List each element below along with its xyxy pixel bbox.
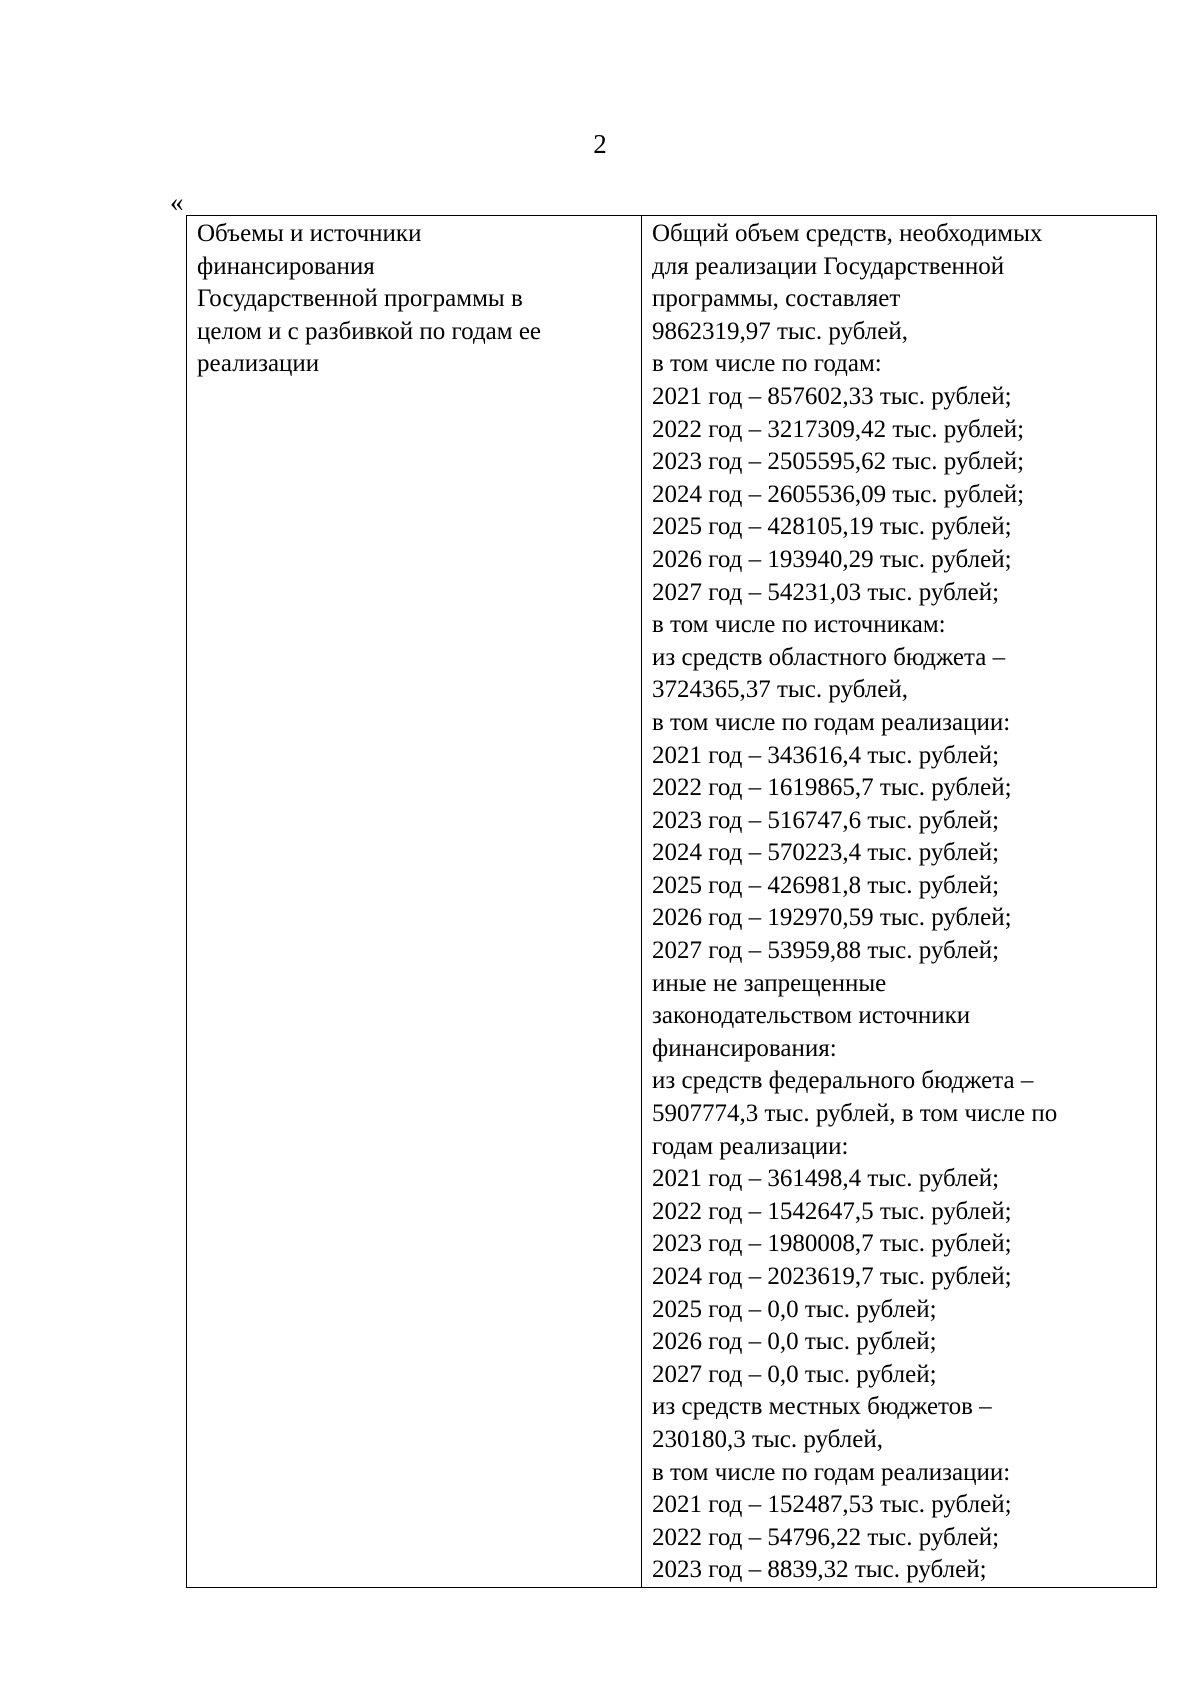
financing-value-line: годам реализации: — [652, 1132, 849, 1160]
financing-value-line: программы, составляет — [652, 285, 901, 313]
financing-value-line: 2027 год – 0,0 тыс. рублей; — [652, 1360, 937, 1388]
financing-value-line: 2023 год – 1980008,7 тыс. рублей; — [652, 1230, 1012, 1258]
financing-value-line: 2021 год – 152487,53 тыс. рублей; — [652, 1491, 1012, 1519]
financing-value-line: 2025 год – 0,0 тыс. рублей; — [652, 1295, 937, 1323]
financing-value-line: из средств местных бюджетов – — [652, 1393, 992, 1421]
financing-value-line: 2027 год – 54231,03 тыс. рублей; — [652, 578, 1000, 606]
financing-value-line: 2026 год – 0,0 тыс. рублей; — [652, 1328, 937, 1356]
financing-value-line: 2023 год – 2505595,62 тыс. рублей; — [652, 448, 1025, 476]
financing-value-line: 2026 год – 192970,59 тыс. рублей; — [652, 904, 1012, 932]
financing-value-line: 2025 год – 428105,19 тыс. рублей; — [652, 513, 1012, 541]
financing-value-line: 2022 год – 1542647,5 тыс. рублей; — [652, 1197, 1012, 1225]
financing-label-line: реализации — [197, 350, 320, 378]
financing-value-line: иные не запрещенные — [652, 969, 887, 997]
financing-value-line: 2021 год – 361498,4 тыс. рублей; — [652, 1165, 1000, 1193]
financing-value-line: финансирования: — [652, 1034, 837, 1062]
financing-value-line: 2024 год – 2023619,7 тыс. рублей; — [652, 1263, 1012, 1290]
page-number: 2 — [593, 129, 607, 159]
financing-value-line: Общий объем средств, необходимых — [652, 220, 1043, 247]
financing-label-line: Государственной программы в — [197, 285, 523, 313]
financing-value-line: для реализации Государственной — [652, 252, 1005, 280]
financing-value-line: 2022 год – 1619865,7 тыс. рублей; — [652, 774, 1012, 802]
financing-table — [186, 215, 1157, 1588]
financing-value-line: 2023 год – 8839,32 тыс. рублей; — [652, 1556, 987, 1584]
financing-value-line: из средств федерального бюджета – — [652, 1067, 1034, 1095]
financing-value-line: в том числе по годам реализации: — [652, 1458, 1011, 1486]
financing-value-line: 5907774,3 тыс. рублей, в том числе по — [652, 1100, 1058, 1128]
financing-label-cell — [187, 216, 642, 1588]
financing-value-line: 2023 год – 516747,6 тыс. рублей; — [652, 806, 1000, 834]
financing-value-line: 3724365,37 тыс. рублей, — [652, 676, 908, 704]
financing-value-line: 2022 год – 54796,22 тыс. рублей; — [652, 1523, 1000, 1551]
financing-label-line: Объемы и источники — [197, 220, 422, 247]
financing-value-line: 230180,3 тыс. рублей, — [652, 1425, 883, 1453]
financing-value-line: законодательством источники — [652, 1002, 971, 1030]
financing-value-line: 2024 год – 570223,4 тыс. рублей; — [652, 839, 1000, 867]
financing-label-line: финансирования — [197, 252, 375, 280]
financing-value-line: 2021 год – 857602,33 тыс. рублей; — [652, 382, 1012, 410]
opening-quote-mark: « — [170, 187, 184, 217]
financing-value-cell — [642, 216, 1157, 1588]
financing-value-line: в том числе по источникам: — [652, 611, 946, 639]
financing-value-line: 2021 год – 343616,4 тыс. рублей; — [652, 741, 1000, 769]
financing-value-line: в том числе по годам: — [652, 350, 882, 378]
financing-value-line: из средств областного бюджета – — [652, 643, 1006, 671]
financing-value-line: 2026 год – 193940,29 тыс. рублей; — [652, 545, 1012, 573]
financing-row — [187, 216, 1157, 1588]
financing-value-line: 2022 год – 3217309,42 тыс. рублей; — [652, 415, 1025, 443]
financing-value-line: 2025 год – 426981,8 тыс. рублей; — [652, 871, 1000, 899]
financing-value-line: в том числе по годам реализации: — [652, 708, 1011, 736]
financing-label-line: целом и с разбивкой по годам ее — [197, 317, 542, 345]
financing-value-line: 2024 год – 2605536,09 тыс. рублей; — [652, 480, 1025, 508]
financing-value-line: 9862319,97 тыс. рублей, — [652, 317, 908, 345]
financing-value-line: 2027 год – 53959,88 тыс. рублей; — [652, 937, 1000, 965]
